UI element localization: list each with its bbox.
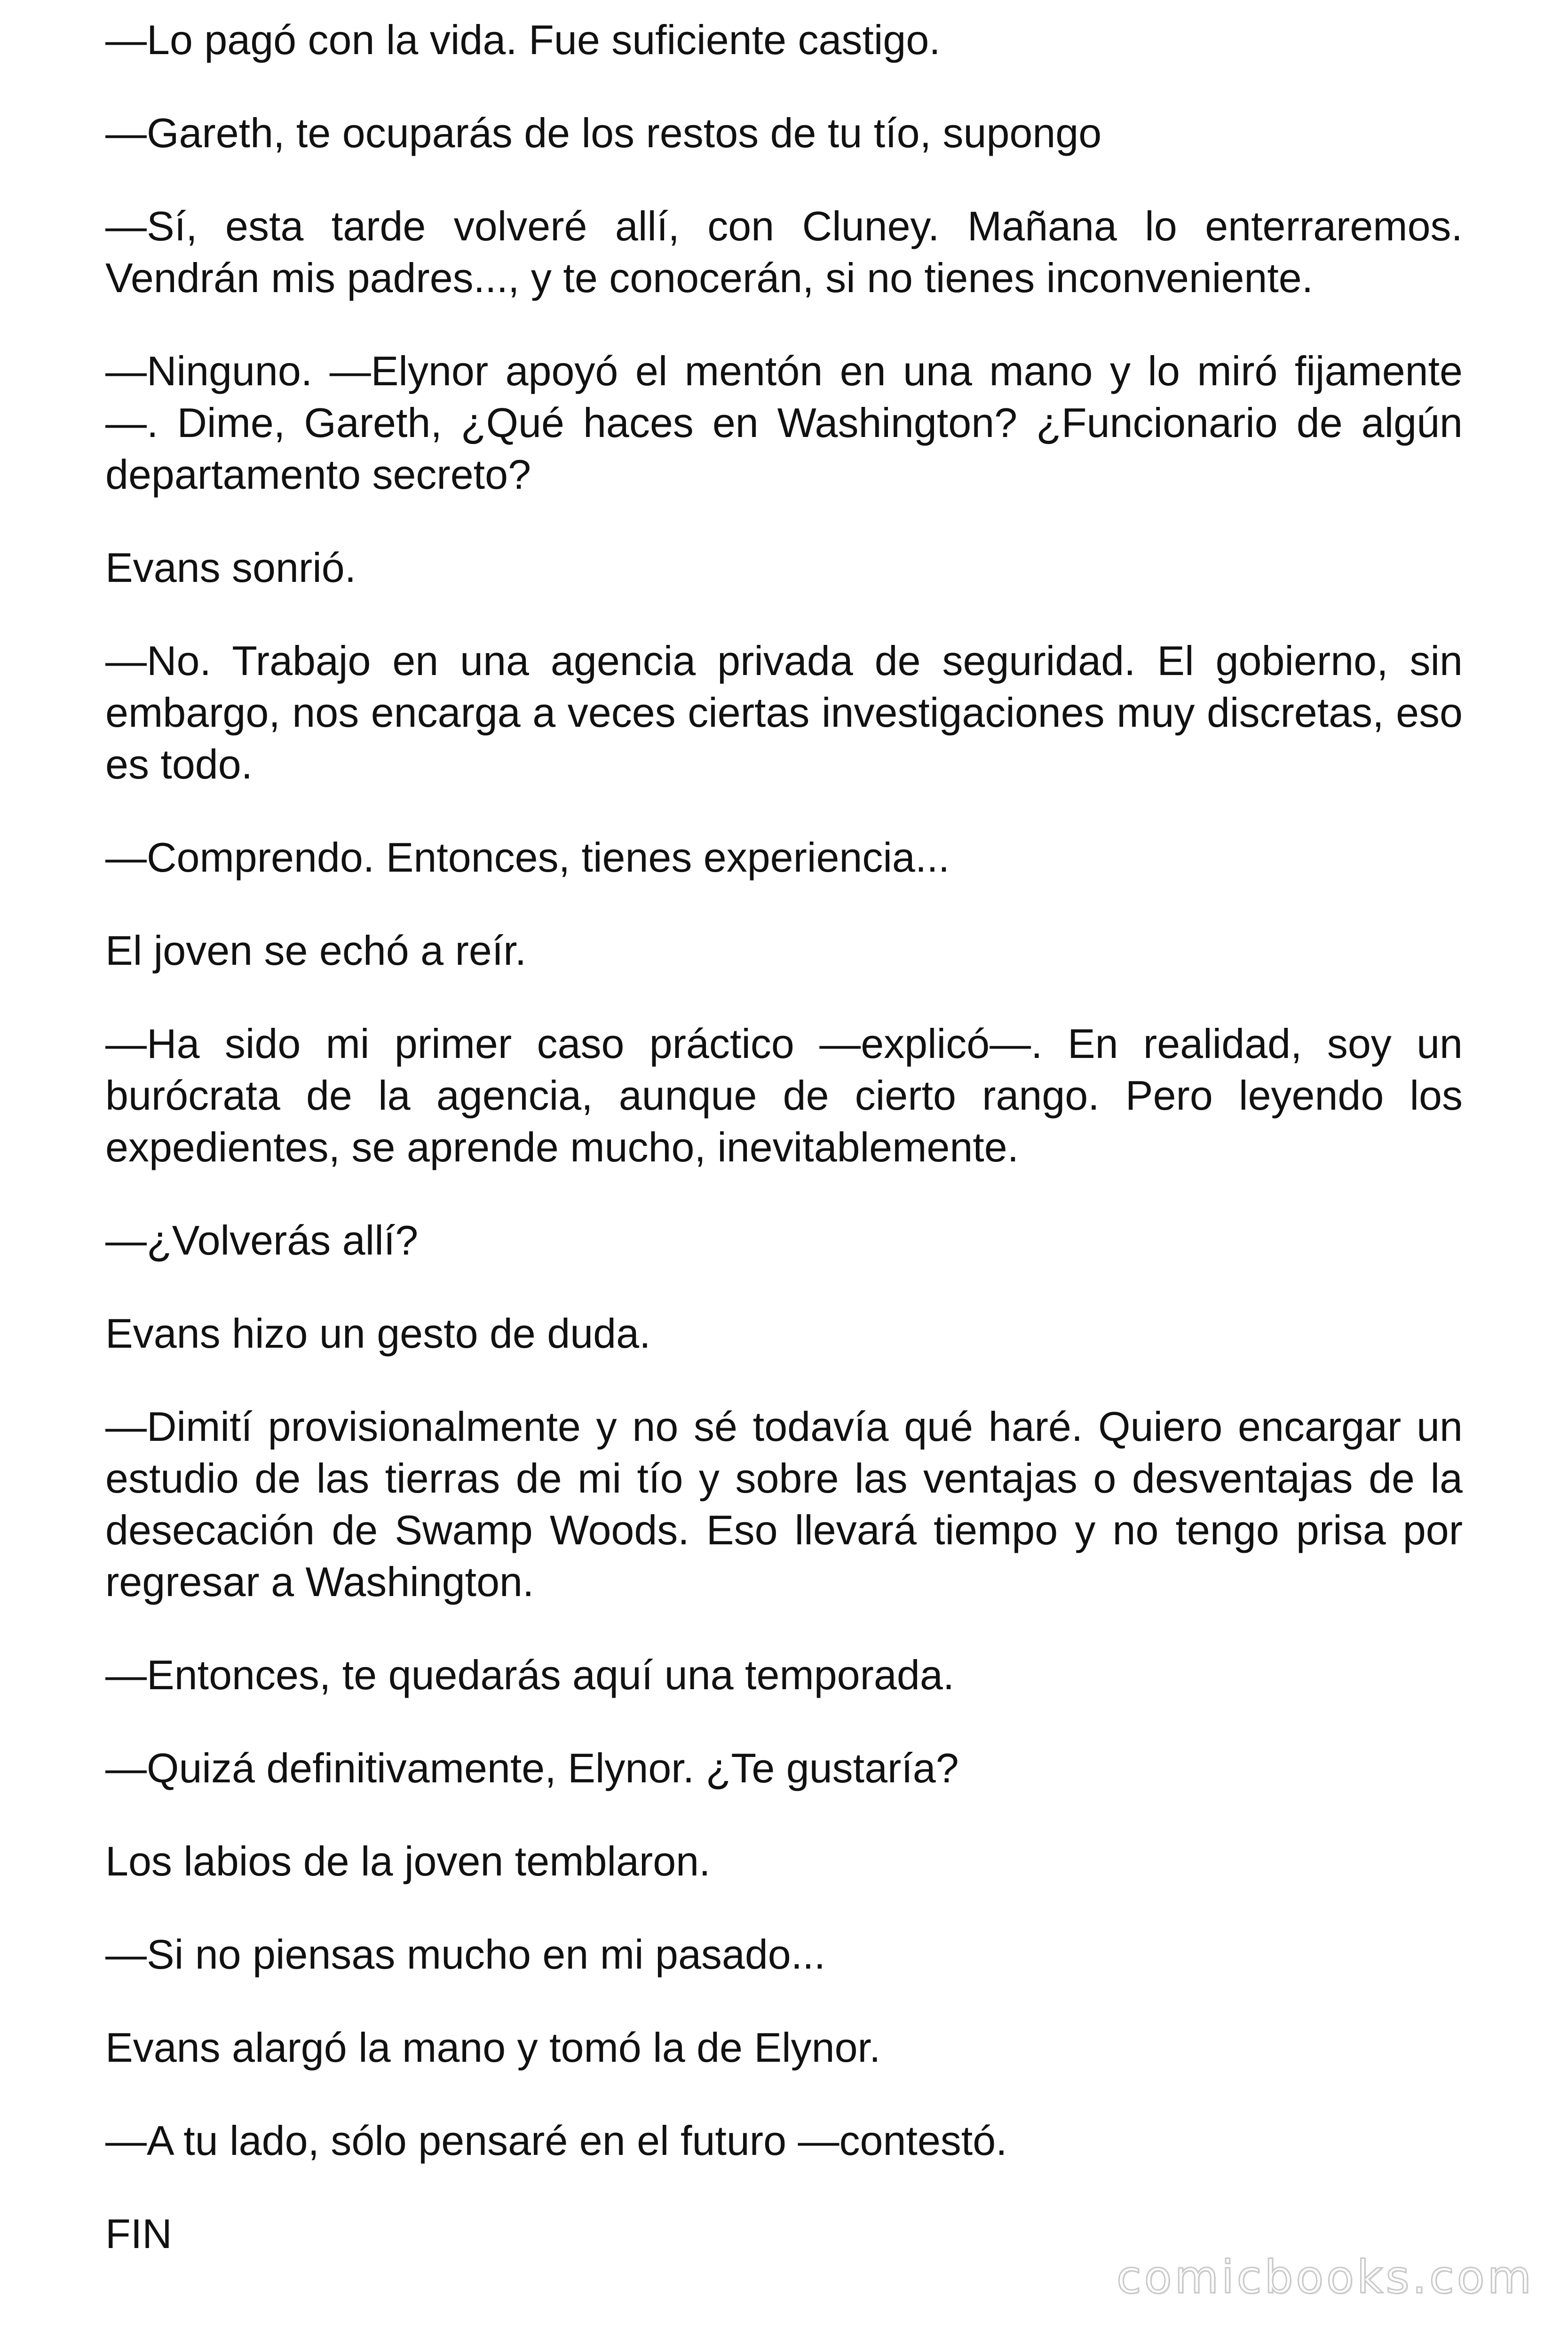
page-text-body xyxy=(105,14,1463,2260)
paragraph-12: —Dimití provisionalmente y no sé todavía qué haré. Quiero encargar un estudio de las tierras de mi tío y sobre las ventajas o desventajas de la desecación de Swamp Woods. Eso llevará tiempo y no tengo prisa por regresar a Washington. xyxy=(105,1403,1463,1605)
paragraph-7: —Comprendo. Entonces, tienes experiencia... xyxy=(105,834,950,881)
paragraph-10: —¿Volverás allí? xyxy=(105,1217,419,1263)
paragraph-6: —No. Trabajo en una agencia privada de seguridad. El gobierno, sin embargo, nos encarga a veces ciertas investigaciones muy discretas, eso es todo. xyxy=(105,637,1463,787)
paragraph-9: —Ha sido mi primer caso práctico —explicó—. En realidad, soy un burócrata de la agencia, aunque de cierto rango. Pero leyendo los expedientes, se aprende mucho, inevitablemente. xyxy=(105,1020,1463,1170)
paragraph-5: Evans sonrió. xyxy=(105,544,356,591)
watermark-text: comicbooks.com xyxy=(1116,2251,1534,2304)
paragraph-18: —A tu lado, sólo pensaré en el futuro —contestó. xyxy=(105,2117,1007,2164)
paragraph-17: Evans alargó la mano y tomó la de Elynor. xyxy=(105,2024,881,2071)
paragraph-14: —Quizá definitivamente, Elynor. ¿Te gustaría? xyxy=(105,1745,959,1791)
paragraph-2: —Gareth, te ocuparás de los restos de tu tío, supongo xyxy=(105,110,1102,156)
paragraph-13: —Entonces, te quedarás aquí una temporada. xyxy=(105,1652,955,1698)
paragraph-4: —Ninguno. —Elynor apoyó el mentón en una mano y lo miró fijamente —. Dime, Gareth, ¿Qué haces en Washington? ¿Funcionario de algún departamento secreto? xyxy=(105,348,1463,498)
end-marker: FIN xyxy=(105,2210,172,2257)
paragraph-3: —Sí, esta tarde volveré allí, con Cluney. Mañana lo enterraremos. Vendrán mis padres..., y te conocerán, si no tienes inconveniente. xyxy=(105,203,1463,301)
paragraph-1: —Lo pagó con la vida. Fue suficiente castigo. xyxy=(105,16,941,63)
paragraph-8: El joven se echó a reír. xyxy=(105,927,527,974)
paragraph-11: Evans hizo un gesto de duda. xyxy=(105,1310,651,1357)
paragraph-16: —Si no piensas mucho en mi pasado... xyxy=(105,1931,826,1978)
paragraph-15: Los labios de la joven temblaron. xyxy=(105,1838,711,1884)
